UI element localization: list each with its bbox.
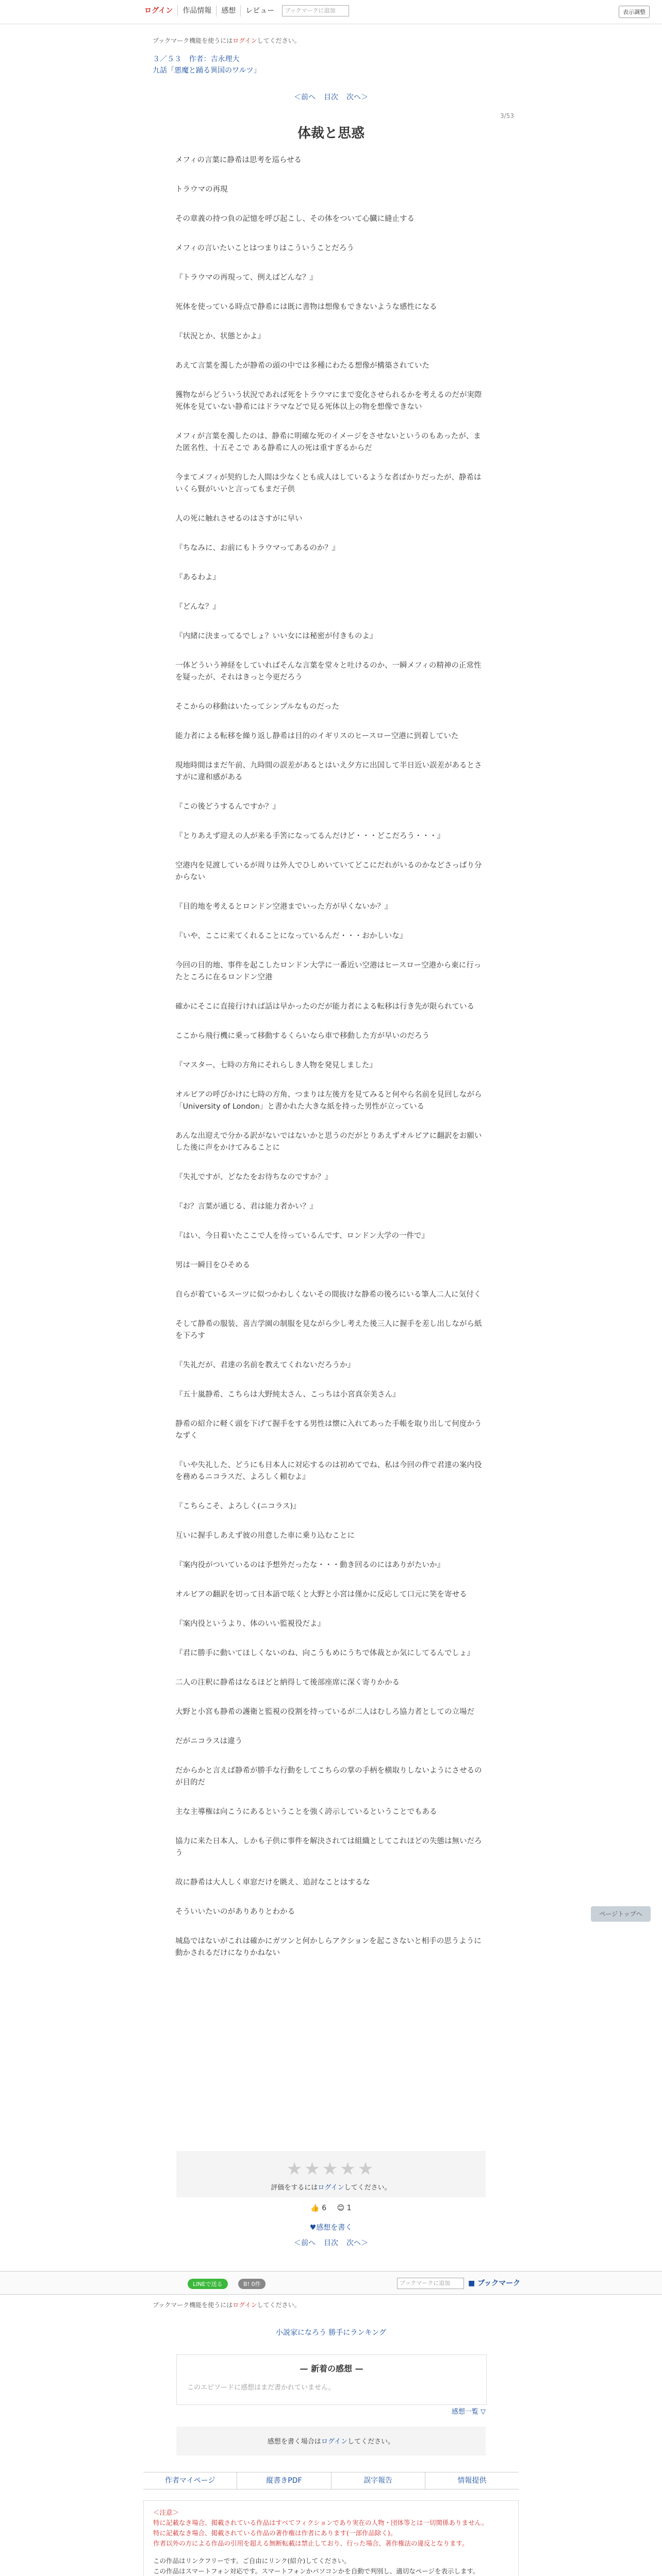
index-link[interactable]: 目次 (324, 93, 338, 101)
display-settings-button[interactable]: 表示調整 (619, 6, 650, 18)
series-info: ３／５３ 作者：吉永理大 九話「悪魔と踊る異国のワルツ」 (153, 55, 261, 75)
page-top-button[interactable]: ページトップへ (591, 1906, 651, 1922)
bookmark-login-link-bottom[interactable]: ログイン (233, 2301, 257, 2309)
rating-box (176, 2151, 486, 2197)
author-mypage-link[interactable]: 作者マイページ (164, 2477, 216, 2485)
novel-paragraph: 『案内役というより、体のいい監視役だよ』 (175, 1620, 325, 1628)
novel-paragraph: 『君に勝手に動いてほしくないのね、向こうもめにうちで体裁とか気にしてるんでしょ』 (175, 1649, 474, 1657)
review-link[interactable]: レビュー (240, 5, 279, 16)
novel-paragraph: 『いや失礼した、どうにも日本人に対応するのは初めてでね、私は今回の件で君達の案内役を務めるニコラスだ、よろしく頼むよ』 (175, 1461, 482, 1481)
bookmark-add-field-bottom[interactable]: ブックマークに追加 (397, 2278, 464, 2289)
notice-red-3: 作者以外の方による作品の引用を超える無断転載は禁止しており、行った場合、著作権法の違反となります。 (153, 2539, 469, 2547)
top-bar (0, 0, 662, 24)
novel-paragraph: 『トラウマの再現って、例えばどんな？』 (175, 274, 318, 282)
episode-number: 3/53 (500, 112, 514, 120)
novel-paragraph: 自らが着ているスーツに似つかわしくないその間抜けな静希の後ろにいる筆人二人に気付く (175, 1291, 482, 1299)
novel-paragraph: 一体どういう神経をしていればそんな言葉を堂々と吐けるのか、一瞬メフィの精神の正常性を疑ったが、それはきっと今更だろう (175, 662, 482, 682)
novel-paragraph: 『案内役がついているのは予想外だったな・・・動き回るのにはありがたいか』 (175, 1561, 444, 1569)
novel-paragraph: 『失礼だが、君達の名前を教えてくれないだろうか』 (175, 1361, 355, 1369)
typo-report-link[interactable]: 誤字報告 (331, 2472, 425, 2489)
novel-paragraph: 獲物ながらどういう状況であれば死をトラウマにまで変化させられるかを考えるのだが実際死体を見ていない静希にはドラマなどで見る死体以上の物を想像できない (175, 391, 482, 411)
novel-paragraph: 『失礼ですが、どなたをお待ちなのですか？』 (175, 1173, 333, 1181)
novel-paragraph: 『内緒に決まってるでしょ？いい女には秘密が付きものよ』 (175, 632, 377, 640)
novel-paragraph: トラウマの再現 (175, 185, 228, 194)
novel-paragraph: オルビアの呼びかけに七時の方角、つまりは左後方を見てみると何やら名前を見回しながら「University of London」と書かれた大きな紙を持った男性が立っている (175, 1091, 482, 1111)
novel-paragraph: 『マスター、七時の方角にそれらしき人物を発見しました』 (175, 1061, 377, 1070)
episode-title: 体裁と思惑 (297, 126, 365, 141)
reactions (0, 2204, 662, 2212)
novel-paragraph: あんな出迎えで分かる訳がないではないかと思うのだがとりあえずオルビアに翻訳をお願いした後に声をかけてみることに (175, 1132, 482, 1152)
novel-paragraph: 大野と小宮も静希の護衛と監視の役割を持っているが二人はむしろ協力者としての立場だ (175, 1708, 474, 1716)
novel-paragraph: その章義の持つ負の記憶を呼び起こし、その体をついて心臓に縫止する (175, 215, 415, 223)
bookmark-login-link[interactable]: ログイン (233, 37, 257, 44)
novel-paragraph: 今回の目的地、事件を起こしたロンドン大学に一番近い空港はヒースロー空港から東に行ったところに在るロンドン空港 (175, 961, 482, 981)
novel-paragraph: 故に静希は大人しく車窓だけを眺え、追討なことはするな (175, 1878, 370, 1887)
write-impression-box: 感想を書く場合はログインしてください。 (176, 2427, 486, 2455)
prev-link[interactable]: ＜前へ (294, 93, 316, 101)
no-impressions-text: このエピソードに感想はまだ書かれていません。 (187, 2384, 335, 2392)
novel-paragraph: メフィの言葉に静希は思考を巡らせる (175, 156, 302, 164)
bookmark-notice: ブックマーク機能を使うにはログインしてください。 (153, 37, 301, 44)
novel-paragraph: 協力に来た日本人、しかも子供に事件を解決されては組織としてこれほどの失態は無いだろう (175, 1837, 482, 1857)
novel-paragraph: 『ちなみに、お前にもトラウマってあるのか？』 (175, 544, 340, 552)
novel-paragraph: そして静希の服装、喜吉学園の制服を見ながら少し考えた後三人に握手を差し出しながら紙を下ろす (175, 1320, 482, 1340)
write-login-link[interactable]: ログイン (321, 2438, 348, 2446)
smile-reaction[interactable]: 😊 1 (337, 2204, 352, 2212)
line-share-button[interactable]: LINEで送る (188, 2279, 228, 2289)
novel-paragraph: 空港内を見渡しているが周りは外人でひしめいていてどこにだれがいるのかなどさっぱり分からない (175, 861, 482, 882)
notice-box (143, 2500, 519, 2576)
novel-paragraph: 城島ではないがこれは確かにガツンと何かしらアクションを起こさないと相手の思うように動かされるだけになりかねない (175, 1937, 482, 1957)
novel-paragraph: 『あるわよ』 (175, 573, 220, 582)
new-impressions-title: — 新着の感想 — (300, 2364, 363, 2374)
novel-paragraph: オルビアの翻訳を切って日本語で呟くと大野と小宮は僅かに反応して口元に笑を寄せる (175, 1590, 467, 1599)
novel-paragraph: だからかと言えば静希が勝手な行動をしてこちらの掌の手柄を横取りしないようにさせるのが目的だ (175, 1767, 482, 1787)
impressions-link[interactable]: 感想 (216, 5, 240, 16)
footer-nav (143, 2472, 519, 2489)
novel-paragraph: ここから飛行機に乗って移動するくらいなら車で移動した方が早いのだろう (175, 1032, 429, 1040)
part-number: ３／５３ (153, 55, 181, 63)
novel-paragraph: 『はい、今日着いたここで人を待っているんです、ロンドン大学の一件で』 (175, 1232, 429, 1240)
work-info-link[interactable]: 作品情報 (177, 5, 216, 16)
novel-paragraph: だがニコラスは違う (175, 1737, 243, 1745)
novel-paragraph: 現地時間はまだ午前、九時間の誤差があるとはいえ夕方に出国して半日近い誤差があるとさすがに違和感がある (175, 761, 482, 782)
notice-link-free: この作品はリンクフリーです。ご自由にリンク(紹介)してください。 (153, 2557, 351, 2565)
like-reaction[interactable]: 👍 6 (310, 2204, 327, 2212)
novel-paragraph: 死体を使っている時点で静希には既に書物は想像もできないような感性になる (175, 303, 437, 311)
notice-title: ＜注意＞ (153, 2509, 179, 2516)
index-link-bottom[interactable]: 目次 (324, 2239, 338, 2247)
pager-top (0, 92, 662, 102)
hatena-bookmark-button[interactable]: B! 0件 (238, 2279, 266, 2289)
novel-paragraph: 『この後どうするんですか？』 (175, 803, 280, 811)
novel-paragraph: 互いに握手しあえず彼の用意した車に乗り込むことに (175, 1532, 355, 1540)
bookmark-icon: ■ (468, 2279, 475, 2287)
rating-stars[interactable]: ★★★★★ (286, 2159, 376, 2179)
novel-paragraph: 『お？言葉が通じる、君は能力者かい？』 (175, 1202, 318, 1211)
story-title-link[interactable]: 九話「悪魔と踊る異国のワルツ」 (153, 66, 261, 75)
impressions-list-link[interactable]: 感想一覧 ▽ (451, 2408, 486, 2416)
top-nav (144, 5, 349, 16)
novel-paragraph: 男は一瞬目をひそめる (175, 1261, 250, 1269)
novel-paragraph: そういいたいのがありありとわかる (175, 1908, 295, 1916)
novel-paragraph: 『状況とか、状態とかよ』 (175, 332, 265, 341)
bookmark-add-field[interactable]: ブックマークに追加 (282, 5, 349, 16)
novel-paragraph: 『こちらこそ、よろしく(ニコラス)』 (175, 1502, 301, 1511)
novel-paragraph: 『とりあえず迎えの人が来る手筈になってるんだけど・・・どこだろう・・・』 (175, 832, 444, 840)
novel-paragraph: そこからの移動はいたってシンプルなものだった (175, 703, 340, 711)
bookmark-notice-bottom: ブックマーク機能を使うにはログインしてください。 (153, 2301, 301, 2309)
write-impression-link[interactable]: ♥感想を書く (309, 2224, 353, 2232)
new-impressions-box (176, 2354, 487, 2405)
novel-paragraph: 『いや、ここに来てくれることになっているんだ・・・おかしいな』 (175, 932, 407, 940)
rating-notice: 評価をするにはログインしてください。 (271, 2184, 391, 2192)
notice-red-1: 特に記載なき場合、掲載されている作品はすべてフィクションであり実在の人物・団体等とは一切関係ありません。 (153, 2519, 488, 2527)
novel-paragraph: メフィが言葉を濁したのは、静希に明確な死のイメージをさせないというのもあったが、また匿名性、十五そこで ある静希に人の死は重すぎるからだ (175, 432, 481, 452)
novel-paragraph: 主な主導権は向こうにあるということを強く誇示しているということでもある (175, 1808, 437, 1816)
share-bar (0, 2271, 662, 2295)
next-link[interactable]: 次へ＞ (346, 93, 368, 101)
author-link[interactable]: 吉永理大 (210, 55, 240, 63)
notice-red-2: 特に記載なき場合、掲載されている作品の著作権は作者にあります(一部作品除く)。 (153, 2529, 397, 2537)
novel-paragraph: 確かにそこに直接行ければ話は早かったのだが能力者による転移は行き先が限られている (175, 1003, 474, 1011)
novel-body (175, 155, 488, 1977)
pager-bottom (0, 2238, 662, 2248)
prev-link-bottom[interactable]: ＜前へ (294, 2239, 316, 2247)
bookmark-button[interactable]: ■ ブックマーク (468, 2279, 521, 2287)
rating-login-link[interactable]: ログイン (318, 2184, 344, 2192)
novel-paragraph: 二人の注釈に静希はなるほどと納得して後部座席に深く寄りかかる (175, 1679, 400, 1687)
novel-paragraph: 今まてメフィが契約した人間は少なくとも成人はしているような者ばかりだったが、静希はいくら賢がいいと言ってもまだ子供 (175, 473, 482, 494)
info-provide-link[interactable]: 情報提供 (425, 2472, 519, 2489)
novel-paragraph: 能力者による転移を繰り返し静希は目的のイギリスのヒースロー空港に到着していた (175, 732, 459, 740)
novel-paragraph: 『目的地を考えるとロンドン空港までいった方が早くないか？』 (175, 903, 392, 911)
novel-paragraph: 静希の紹介に軽く頭を下げて握手をする男性は懐に入れてあった手帳を取り出して何度かうなずく (175, 1420, 482, 1440)
novel-paragraph: 人の死に触れさせるのはさすがに早い (175, 515, 303, 523)
novel-paragraph: 『どんな？』 (175, 603, 220, 611)
novel-paragraph: メフィの言いたいことはつまりはこういうことだろう (175, 244, 354, 252)
novel-paragraph: 『五十嵐静希、こちらは大野純太さん、こっちは小宮真奈美さん』 (175, 1391, 400, 1399)
ranking-link[interactable]: 小説家になろう 勝手にランキング (275, 2329, 387, 2337)
login-link[interactable]: ログイン (144, 7, 173, 15)
notice-smartphone: この作品はスマートフォン対応です。スマートフォンかパソコンかを自動で判別し、適切なページを表示します。 (153, 2567, 479, 2575)
next-link-bottom[interactable]: 次へ＞ (346, 2239, 368, 2247)
novel-paragraph: あえて言葉を濁したが静希の頭の中では多種にわたる想像が構築されていた (175, 362, 429, 370)
vertical-pdf-link[interactable]: 縦書きPDF (237, 2472, 330, 2489)
